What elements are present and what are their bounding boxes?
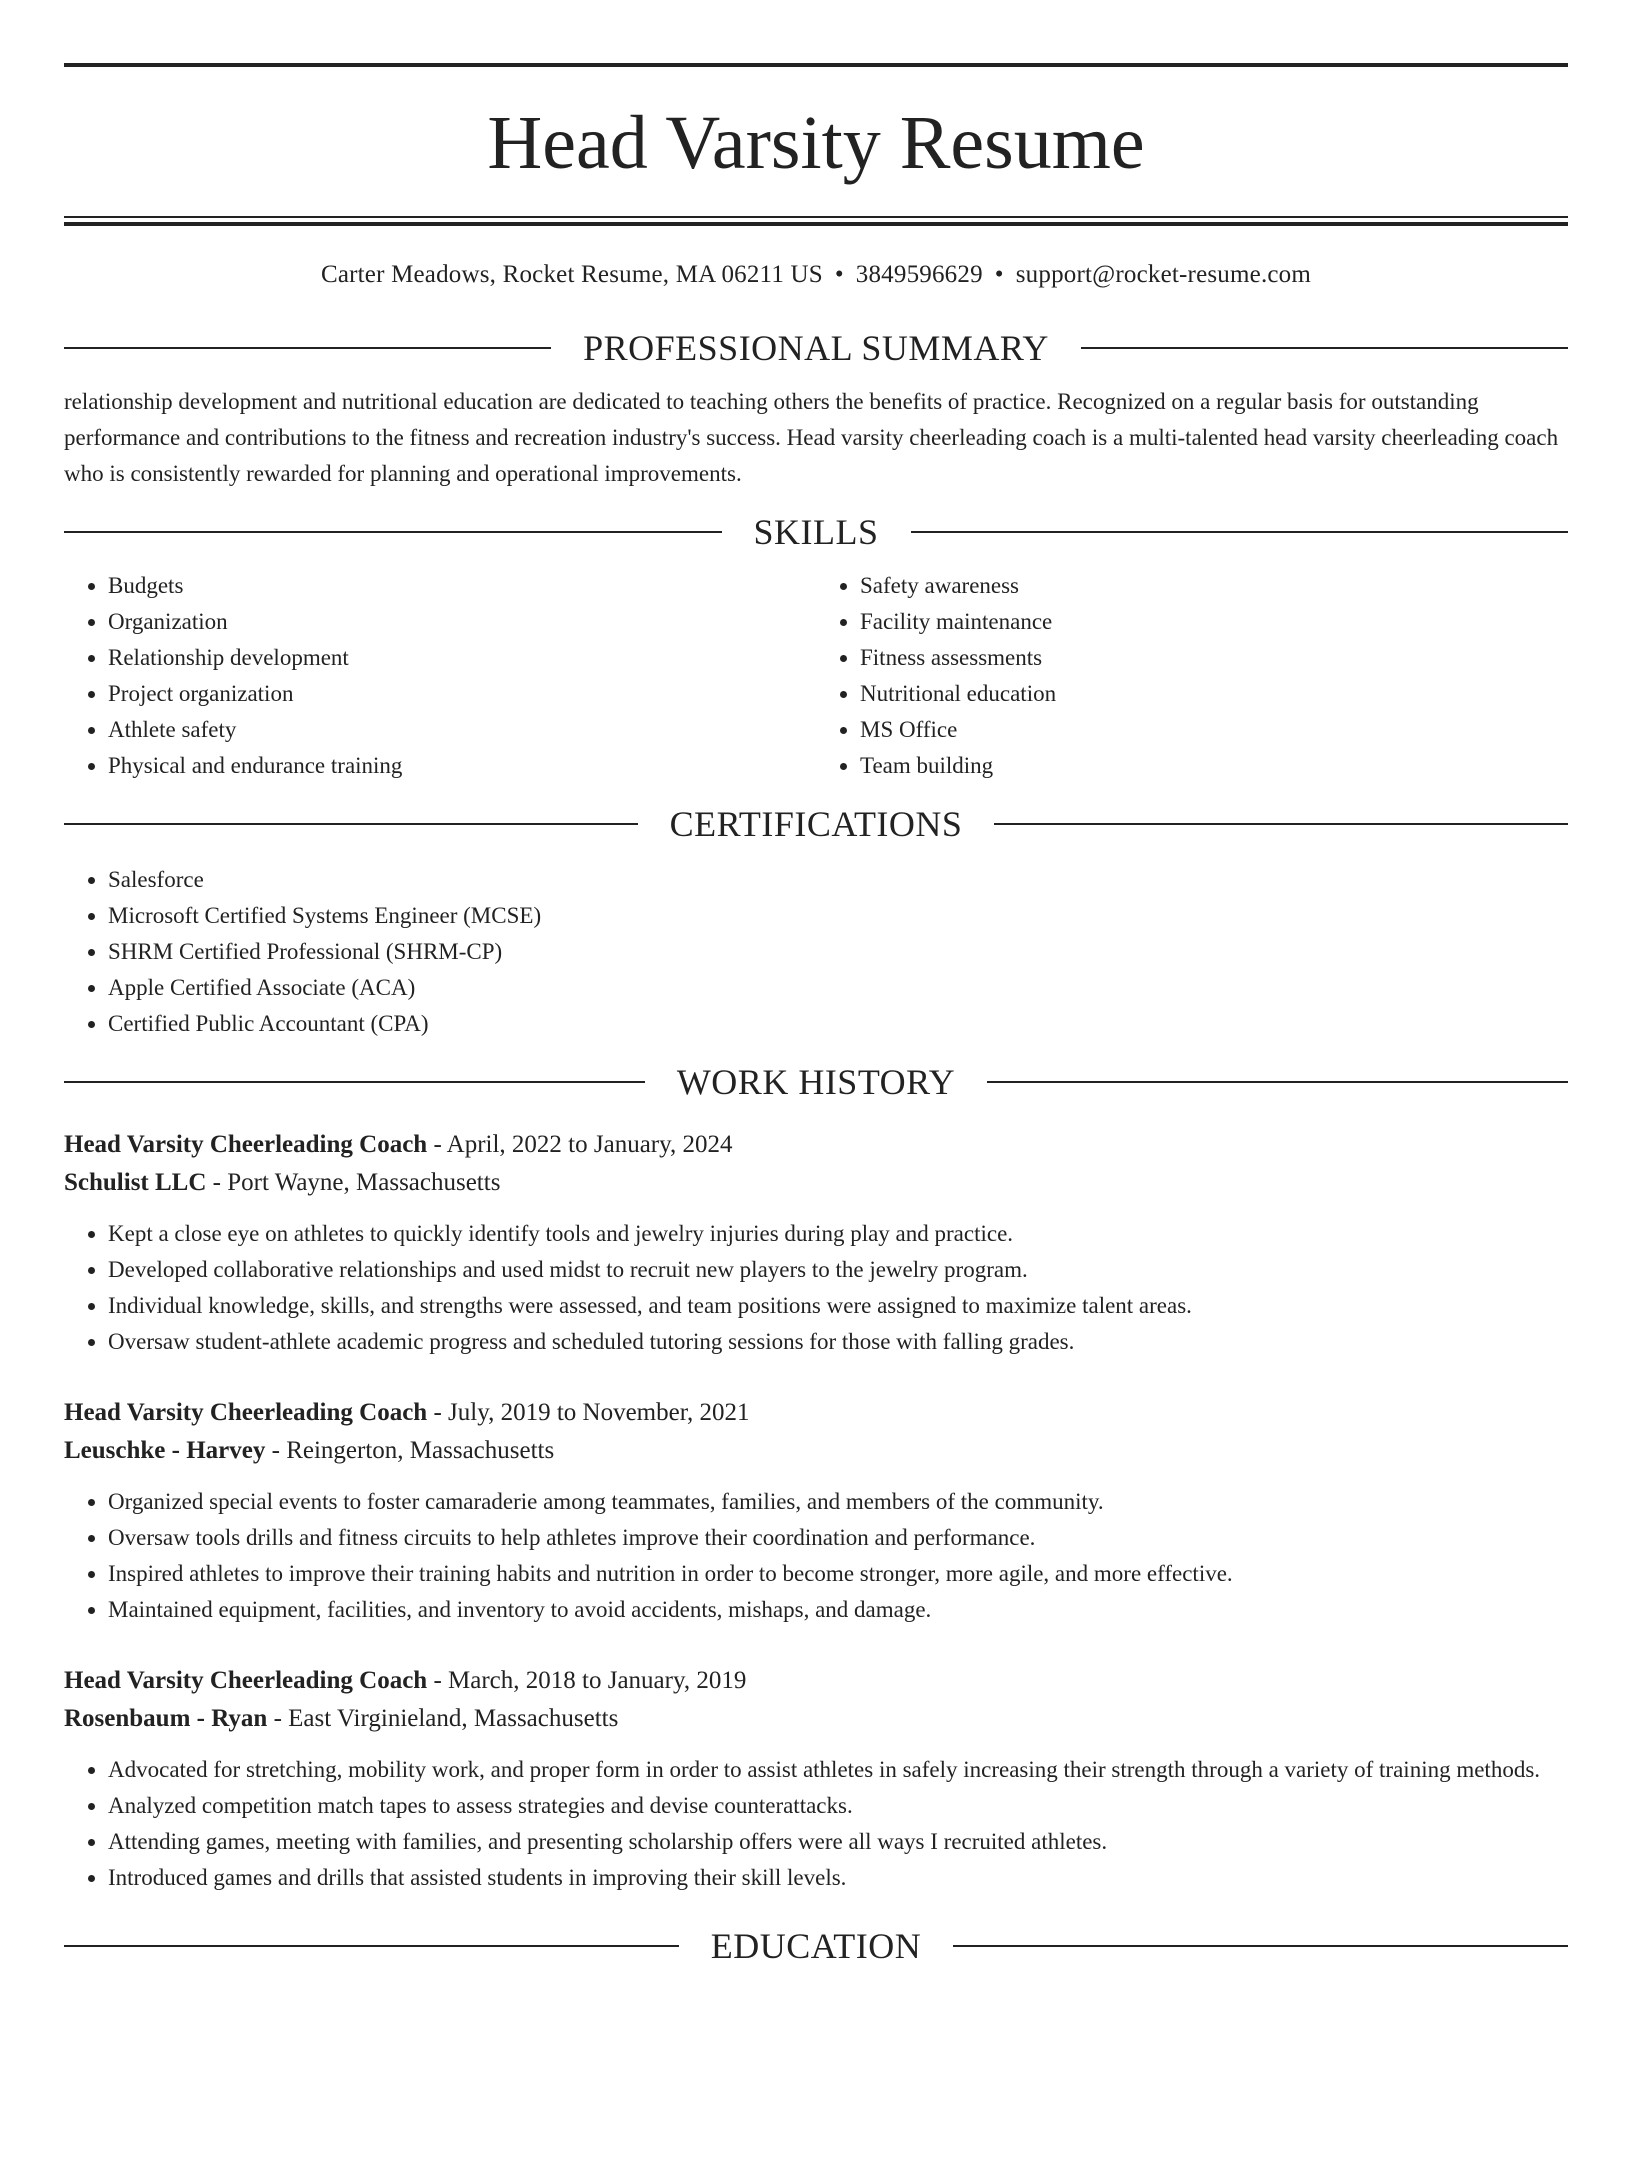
job-dash: - [433, 1667, 442, 1694]
certification-item: • Apple Certified Associate (ACA) [108, 970, 1568, 1006]
skill-item: • Budgets [108, 568, 816, 604]
contact-phone: 3849596629 [855, 261, 983, 288]
job-bullet: • Kept a close eye on athletes to quickly identify tools and jewelry injuries during play and practice. [108, 1216, 1568, 1252]
resume-page [0, 63, 1632, 2175]
job-dash: - [271, 1437, 280, 1464]
contact-line [64, 260, 1568, 290]
job-bullet: • Organized special events to foster camaraderie among teammates, families, and members of the community. [108, 1484, 1568, 1520]
job-dash: - [433, 1131, 442, 1158]
job-dates: July, 2019 to November, 2021 [448, 1399, 750, 1426]
skill-item: • Physical and endurance training [108, 748, 816, 784]
job-title-line [64, 1394, 1568, 1432]
work-history-list [64, 1126, 1568, 1896]
skill-item: • Organization [108, 604, 816, 640]
certification-item: • Certified Public Accountant (CPA) [108, 1006, 1568, 1042]
skill-item: • Project organization [108, 676, 816, 712]
job-bullets [64, 1484, 1568, 1628]
work-heading [64, 1060, 1568, 1104]
skill-item: • Fitness assessments [860, 640, 1568, 676]
job-dates: April, 2022 to January, 2024 [446, 1131, 733, 1158]
summary-heading-label: PROFESSIONAL SUMMARY [583, 328, 1049, 368]
heading-rule [64, 531, 722, 533]
education-heading [64, 1924, 1568, 1968]
job-entry [64, 1126, 1568, 1360]
contact-address: Carter Meadows, Rocket Resume, MA 06211 US [320, 261, 823, 288]
certification-item: • Microsoft Certified Systems Engineer (MCSE) [108, 898, 1568, 934]
job-company-line [64, 1432, 1568, 1470]
skill-item: • Athlete safety [108, 712, 816, 748]
job-location: East Virginieland, Massachusetts [288, 1705, 619, 1732]
heading-rule [64, 347, 551, 349]
job-bullet: • Maintained equipment, facilities, and inventory to avoid accidents, mishaps, and damage. [108, 1592, 1568, 1628]
page-title: Head Varsity Resume [487, 101, 1145, 185]
job-company: Schulist LLC [64, 1169, 207, 1196]
skills-list-right [816, 568, 1568, 784]
heading-rule [953, 1945, 1568, 1947]
title-double-rule [64, 216, 1568, 226]
job-bullet: • Oversaw tools drills and fitness circuits to help athletes improve their coordination and performance. [108, 1520, 1568, 1556]
job-title-line [64, 1126, 1568, 1164]
job-bullet: • Oversaw student-athlete academic progress and scheduled tutoring sessions for those with falling grades. [108, 1324, 1568, 1360]
skills-grid [64, 568, 1568, 784]
skill-item: • Team building [860, 748, 1568, 784]
job-title: Head Varsity Cheerleading Coach [64, 1399, 428, 1426]
job-bullet: • Advocated for stretching, mobility work, and proper form in order to assist athletes in safely increasing their strength through a variety of training methods. [108, 1752, 1568, 1788]
education-heading-label: EDUCATION [710, 1926, 922, 1966]
work-heading-label: WORK HISTORY [676, 1062, 956, 1102]
skill-item: • Safety awareness [860, 568, 1568, 604]
job-bullet: • Individual knowledge, skills, and strengths were assessed, and team positions were assigned to maximize talent areas. [108, 1288, 1568, 1324]
skill-item: • Facility maintenance [860, 604, 1568, 640]
job-location: Reingerton, Massachusetts [286, 1437, 555, 1464]
contact-email: support@rocket-resume.com [1015, 261, 1312, 288]
job-bullet: • Attending games, meeting with families, and presenting scholarship offers were all ways I recruited athletes. [108, 1824, 1568, 1860]
skill-item: • Nutritional education [860, 676, 1568, 712]
job-bullets [64, 1216, 1568, 1360]
contact-separator: • [994, 261, 1004, 288]
heading-rule [911, 531, 1569, 533]
job-bullet: • Inspired athletes to improve their training habits and nutrition in order to become stronger, more agile, and more effective. [108, 1556, 1568, 1592]
job-title: Head Varsity Cheerleading Coach [64, 1131, 428, 1158]
skills-heading [64, 510, 1568, 554]
skill-item: • MS Office [860, 712, 1568, 748]
heading-rule [64, 823, 638, 825]
job-bullet: • Analyzed competition match tapes to assess strategies and devise counterattacks. [108, 1788, 1568, 1824]
job-company: Rosenbaum - Ryan [64, 1705, 268, 1732]
heading-rule [64, 1945, 679, 1947]
job-dash: - [212, 1169, 221, 1196]
heading-rule [1081, 347, 1568, 349]
job-bullet: • Introduced games and drills that assisted students in improving their skill levels. [108, 1860, 1568, 1896]
contact-separator: • [834, 261, 844, 288]
job-bullets [64, 1752, 1568, 1896]
job-location: Port Wayne, Massachusetts [227, 1169, 501, 1196]
job-bullet: • Developed collaborative relationships and used midst to recruit new players to the jewelry program. [108, 1252, 1568, 1288]
summary-text: relationship development and nutritional education are dedicated to teaching others the benefits of practice. Recognized on a regular basis for outstanding performance and contributions to the fitness and recreation industry's success. Head varsity cheerleading coach is a multi-talented head varsity cheerleading coach who is consistently rewarded for planning and operational improvements. [64, 389, 1559, 486]
job-company-line [64, 1700, 1568, 1738]
skill-item: • Relationship development [108, 640, 816, 676]
certifications-heading-label: CERTIFICATIONS [669, 804, 963, 844]
job-company-line [64, 1164, 1568, 1202]
heading-rule [64, 1081, 645, 1083]
certification-item: • Salesforce [108, 862, 1568, 898]
certifications-heading [64, 802, 1568, 846]
heading-rule [987, 1081, 1568, 1083]
certification-item: • SHRM Certified Professional (SHRM-CP) [108, 934, 1568, 970]
job-dash: - [433, 1399, 442, 1426]
summary-heading [64, 326, 1568, 370]
job-title-line [64, 1662, 1568, 1700]
certifications-list [64, 862, 1568, 1042]
skills-heading-label: SKILLS [753, 512, 879, 552]
job-dash: - [273, 1705, 282, 1732]
job-dates: March, 2018 to January, 2019 [448, 1667, 747, 1694]
skills-list-left [64, 568, 816, 784]
job-entry [64, 1662, 1568, 1896]
heading-rule [994, 823, 1568, 825]
job-title: Head Varsity Cheerleading Coach [64, 1667, 428, 1694]
job-entry [64, 1394, 1568, 1628]
job-company: Leuschke - Harvey [64, 1437, 266, 1464]
